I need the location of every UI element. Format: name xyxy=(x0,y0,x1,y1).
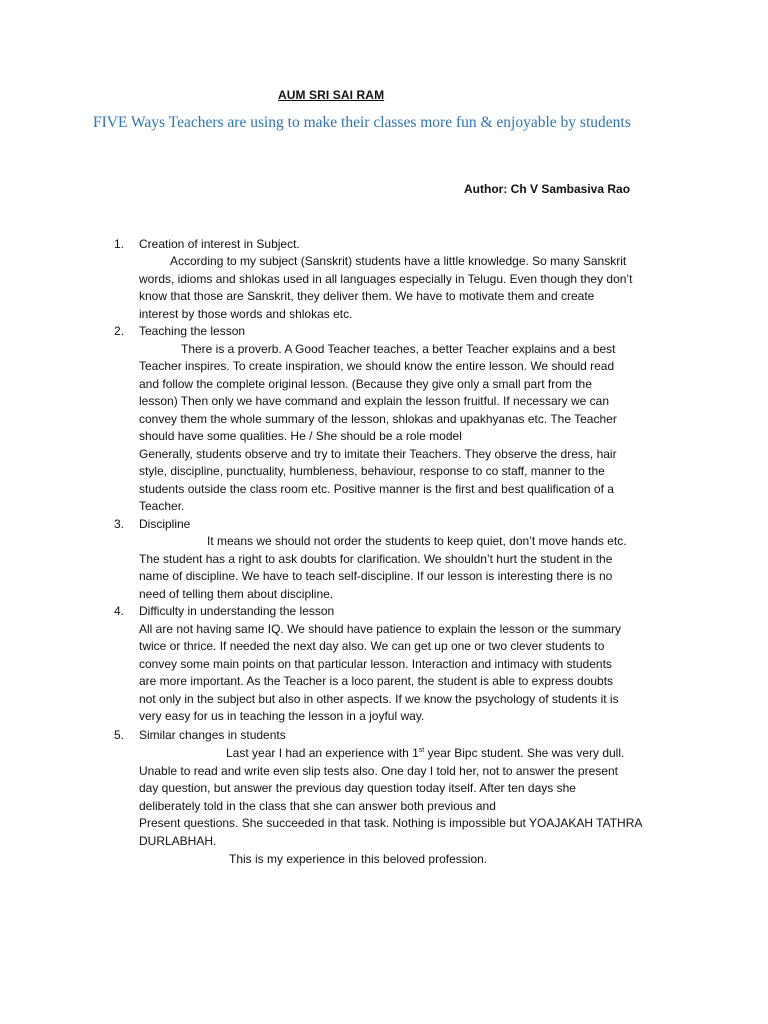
paragraph-line: Teacher inspires. To create inspiration, we should know the entire lesson. We should read xyxy=(139,359,615,373)
paragraph-line: students outside the class room etc. Positive manner is the first and best qualification of a xyxy=(139,482,614,496)
paragraph-line: convey some main points on that particular lesson. Interaction and intimacy with students xyxy=(139,657,612,671)
paragraph-line: According to my subject (Sanskrit) students have a little knowledge. So many Sanskrit xyxy=(170,254,627,268)
paragraph-line: not only in the subject but also in other aspects. If we know the psychology of students it is xyxy=(139,692,619,706)
paragraph-line: and follow the complete original lesson. (Because they give only a small part from the xyxy=(139,377,592,391)
paragraph-line: All are not having same IQ. We should have patience to explain the lesson or the summary xyxy=(139,622,622,636)
section-heading: Difficulty in understanding the lesson xyxy=(139,604,335,618)
section-heading: Similar changes in students xyxy=(139,728,286,742)
paragraph-line: name of discipline. We have to teach self-discipline. If our lesson is interesting there is no xyxy=(139,569,613,583)
paragraph-line: interest by those words and shlokas etc. xyxy=(139,307,353,321)
paragraph-line: know that those are Sanskrit, they deliver them. We have to motivate them and create xyxy=(139,289,595,303)
paragraph-line: Generally, students observe and try to imitate their Teachers. They observe the dress, hair xyxy=(139,447,617,461)
paragraph-line: words, idioms and shlokas used in all languages especially in Telugu. Even though they don’t xyxy=(139,272,633,286)
section-heading: Teaching the lesson xyxy=(139,324,246,338)
paragraph-line: Present questions. She succeeded in that task. Nothing is impossible but YOAJAKAH TATHRA xyxy=(139,816,643,830)
invocation-heading: AUM SRI SAI RAM xyxy=(278,88,385,102)
section-number: 3. xyxy=(114,517,125,531)
text-run: year Bipc student. She was very dull. xyxy=(424,746,625,760)
paragraph-line: need of telling them about discipline. xyxy=(139,587,334,601)
paragraph-line: twice or thrice. If needed the next day also. We can get up one or two clever students to xyxy=(139,639,605,653)
author-line: Author: Ch V Sambasiva Rao xyxy=(464,182,631,196)
paragraph-line: very easy for us in teaching the lesson in a joyful way. xyxy=(139,709,425,723)
paragraph-line: should have some qualities. He / She should be a role model xyxy=(139,429,462,443)
text-run: Last year I had an experience with 1 xyxy=(226,746,419,760)
paragraph-line: are more important. As the Teacher is a loco parent, the student is able to express doubts xyxy=(139,674,614,688)
paragraph-line: There is a proverb. A Good Teacher teaches, a better Teacher explains and a best xyxy=(181,342,616,356)
section-heading: Creation of interest in Subject. xyxy=(139,237,300,251)
section-heading: Discipline xyxy=(139,517,191,531)
paragraph-line: lesson) Then only we have command and explain the lesson fruitful. If necessary we can xyxy=(139,394,610,408)
paragraph-line: deliberately told in the class that she can answer both previous and xyxy=(139,799,496,813)
section-number: 2. xyxy=(114,324,125,338)
document-title: FIVE Ways Teachers are using to make their classes more fun & enjoyable by students xyxy=(93,114,631,131)
paragraph-line xyxy=(226,745,624,763)
section-number: 4. xyxy=(114,604,125,618)
paragraph-line: The student has a right to ask doubts for clarification. We shouldn’t hurt the student in the xyxy=(139,552,613,566)
paragraph-line: day question, but answer the previous day question today itself. After ten days she xyxy=(139,781,576,795)
paragraph-line: Teacher. xyxy=(139,499,185,513)
paragraph-line: Unable to read and write even slip tests also. One day I told her, not to answer the present xyxy=(139,764,618,778)
paragraph-line: DURLABHAH. xyxy=(139,834,217,848)
paragraph-line: style, discipline, punctuality, humbleness, behaviour, response to co staff, manner to the xyxy=(139,464,605,478)
paragraph-line: convey them the whole summary of the lesson, shlokas and upakhyanas etc. The Teacher xyxy=(139,412,617,426)
superscript: st xyxy=(418,747,425,754)
paragraph-line: It means we should not order the students to keep quiet, don’t move hands etc. xyxy=(207,534,627,548)
section-number: 5. xyxy=(114,728,125,742)
section-number: 1. xyxy=(114,237,125,251)
closing-line: This is my experience in this beloved profession. xyxy=(229,852,488,866)
